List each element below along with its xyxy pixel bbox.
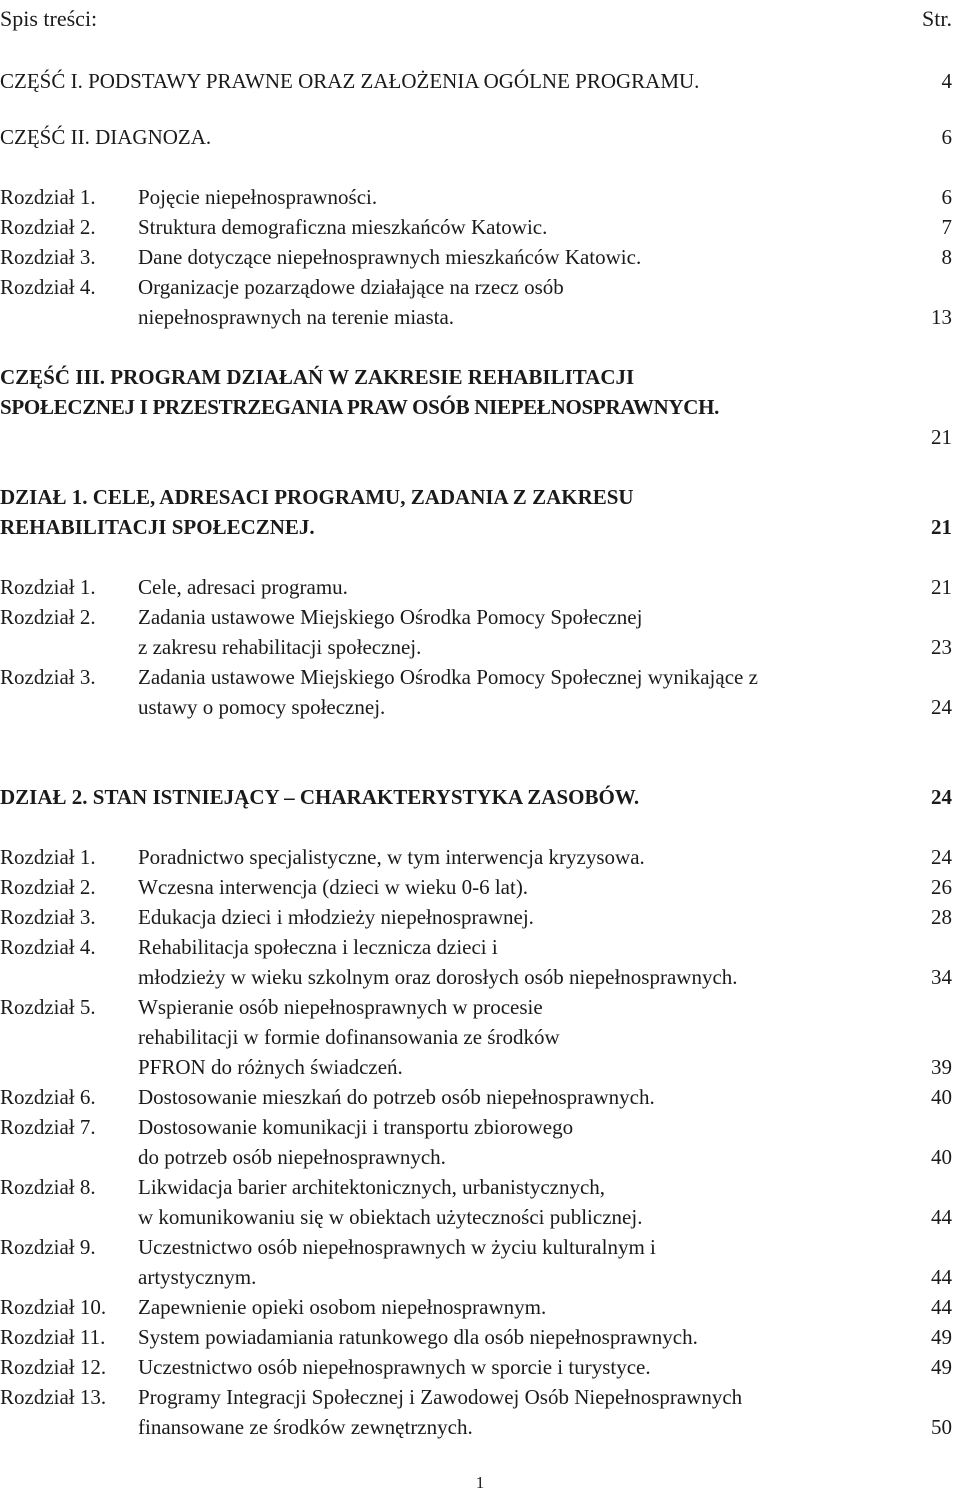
toc-line	[0, 1292, 952, 1322]
toc-page-number: 21	[931, 425, 952, 449]
toc-line	[0, 962, 952, 992]
toc-line	[0, 842, 952, 872]
toc-label: DZIAŁ 2. STAN ISTNIEJĄCY – CHARAKTERYSTYKA ZASOBÓW.	[0, 785, 640, 809]
toc-label: Rozdział 9.	[0, 1235, 96, 1259]
toc-line	[0, 662, 952, 692]
toc-line	[0, 182, 952, 212]
toc-page-number: 28	[931, 905, 952, 929]
toc-label: CZĘŚĆ II. DIAGNOZA.	[0, 125, 212, 149]
toc-line	[0, 782, 952, 812]
toc-line	[0, 872, 952, 902]
toc-label: Rozdział 1.	[0, 845, 96, 869]
toc-page-number: 44	[931, 1205, 952, 1229]
toc-label: Rozdział 4.	[0, 275, 96, 299]
toc-line	[0, 1412, 952, 1442]
toc-page-number: Str.	[922, 6, 952, 31]
toc-line	[0, 572, 952, 602]
toc-line	[0, 1142, 952, 1172]
toc-line	[0, 992, 952, 1022]
toc-page-number: 49	[931, 1325, 952, 1349]
toc-label: Rozdział 11.	[0, 1325, 106, 1349]
toc-page-number: 6	[941, 125, 952, 149]
toc-title: Pojęcie niepełnosprawności.	[138, 185, 378, 209]
toc-line	[0, 632, 952, 662]
toc-title: niepełnosprawnych na terenie miasta.	[138, 305, 455, 329]
toc-title: w komunikowaniu się w obiektach użyteczności publicznej.	[138, 1205, 643, 1229]
toc-line	[0, 1322, 952, 1352]
toc-line	[0, 1082, 952, 1112]
toc-page-number: 34	[931, 965, 952, 989]
toc-page-number: 44	[931, 1265, 952, 1289]
toc-line	[0, 1232, 952, 1262]
toc-page-number: 6	[941, 185, 952, 209]
toc-label: Rozdział 4.	[0, 935, 96, 959]
toc-label: Rozdział 3.	[0, 245, 96, 269]
toc-title: Dostosowanie komunikacji i transportu zbiorowego	[138, 1115, 574, 1139]
toc-page-number: 39	[931, 1055, 952, 1079]
toc-page-number: 44	[931, 1295, 952, 1319]
toc-label: Rozdział 12.	[0, 1355, 107, 1379]
toc-line	[0, 212, 952, 242]
toc-label: Rozdział 3.	[0, 905, 96, 929]
toc-line	[0, 902, 952, 932]
toc-label: Rozdział 5.	[0, 995, 96, 1019]
toc-line	[0, 1382, 952, 1412]
toc-line	[0, 122, 952, 152]
toc-label: Rozdział 2.	[0, 215, 96, 239]
toc-title: Zadania ustawowe Miejskiego Ośrodka Pomocy Społecznej	[138, 605, 643, 629]
toc-line	[0, 4, 952, 34]
toc-line	[0, 1022, 952, 1052]
toc-title: Uczestnictwo osób niepełnosprawnych w życiu kulturalnym i	[138, 1235, 656, 1259]
toc-page-number: 24	[931, 695, 952, 719]
toc-title: Likwidacja barier architektonicznych, urbanistycznych,	[138, 1175, 606, 1199]
toc-page-number: 26	[931, 875, 952, 899]
toc-label: Rozdział 10.	[0, 1295, 107, 1319]
toc-page-number: 49	[931, 1355, 952, 1379]
toc-title: artystycznym.	[138, 1265, 257, 1289]
toc-page-number: 21	[931, 515, 952, 539]
toc-title: Edukacja dzieci i młodzieży niepełnosprawnej.	[138, 905, 534, 929]
toc-page-number: 8	[941, 245, 952, 269]
toc-line	[0, 1112, 952, 1142]
toc-title: Rehabilitacja społeczna i lecznicza dzieci i	[138, 935, 498, 959]
page-number: 1	[475, 1473, 485, 1492]
toc-line	[0, 512, 952, 542]
toc-title: Cele, adresaci programu.	[138, 575, 348, 599]
toc-page-number: 40	[931, 1145, 952, 1169]
toc-line	[0, 482, 952, 512]
toc-title: Zapewnienie opieki osobom niepełnosprawnym.	[138, 1295, 547, 1319]
toc-line	[0, 932, 952, 962]
toc-label: Rozdział 1.	[0, 575, 96, 599]
toc-label: Rozdział 2.	[0, 875, 96, 899]
toc-label: Rozdział 13.	[0, 1385, 107, 1409]
toc-title: Poradnictwo specjalistyczne, w tym interwencja kryzysowa.	[138, 845, 645, 869]
toc-title: Dane dotyczące niepełnosprawnych mieszkańców Katowic.	[138, 245, 642, 269]
toc-title: finansowane ze środków zewnętrznych.	[138, 1415, 473, 1439]
toc-label: Rozdział 8.	[0, 1175, 96, 1199]
toc-page-number: 40	[931, 1085, 952, 1109]
toc-label: Rozdział 1.	[0, 185, 96, 209]
toc-label: Rozdział 7.	[0, 1115, 96, 1139]
toc-label: CZĘŚĆ III. PROGRAM DZIAŁAŃ W ZAKRESIE REHABILITACJI	[0, 365, 635, 389]
toc-line	[0, 1262, 952, 1292]
toc-page-number: 24	[931, 785, 952, 809]
toc-page-number: 50	[931, 1415, 952, 1439]
toc-label: CZĘŚĆ I. PODSTAWY PRAWNE ORAZ ZAŁOŻENIA OGÓLNE PROGRAMU.	[0, 69, 700, 93]
toc-title: młodzieży w wieku szkolnym oraz dorosłych osób niepełnosprawnych.	[138, 965, 738, 989]
toc-label: REHABILITACJI SPOŁECZNEJ.	[0, 515, 315, 539]
toc-line	[0, 1172, 952, 1202]
toc-page-number: 21	[931, 575, 952, 599]
toc-line	[0, 1052, 952, 1082]
toc-title: ustawy o pomocy społecznej.	[138, 695, 386, 719]
toc-label: Rozdział 6.	[0, 1085, 96, 1109]
toc-label: SPOŁECZNEJ I PRZESTRZEGANIA PRAW OSÓB NIEPEŁNOSPRAWNYCH.	[0, 395, 720, 419]
toc-title: z zakresu rehabilitacji społecznej.	[138, 635, 422, 659]
toc-title: Wczesna interwencja (dzieci w wieku 0-6 lat).	[138, 875, 529, 899]
toc-title: Struktura demograficzna mieszkańców Katowic.	[138, 215, 548, 239]
toc-title: rehabilitacji w formie dofinansowania ze środków	[138, 1025, 560, 1049]
toc-page-number: 4	[941, 69, 952, 93]
toc-line	[0, 602, 952, 632]
toc-line	[0, 66, 952, 96]
toc-title: Wspieranie osób niepełnosprawnych w procesie	[138, 995, 543, 1019]
toc-line	[0, 272, 952, 302]
toc-line	[0, 1202, 952, 1232]
toc-label: DZIAŁ 1. CELE, ADRESACI PROGRAMU, ZADANIA Z ZAKRESU	[0, 485, 634, 509]
toc-line	[0, 362, 952, 392]
toc-title: Programy Integracji Społecznej i Zawodowej Osób Niepełnosprawnych	[138, 1385, 743, 1409]
toc-page-number: 7	[941, 215, 952, 239]
toc-title: Uczestnictwo osób niepełnosprawnych w sporcie i turystyce.	[138, 1355, 651, 1379]
toc-line	[0, 422, 952, 452]
toc-title: Dostosowanie mieszkań do potrzeb osób niepełnosprawnych.	[138, 1085, 655, 1109]
toc-page-number: 24	[931, 845, 952, 869]
toc-line	[0, 242, 952, 272]
toc-title: Zadania ustawowe Miejskiego Ośrodka Pomocy Społecznej wynikające z	[138, 665, 758, 689]
toc-title: Organizacje pozarządowe działające na rzecz osób	[138, 275, 564, 299]
toc-page-number: 23	[931, 635, 952, 659]
toc-line	[0, 1352, 952, 1382]
toc-line	[0, 392, 952, 422]
toc-label: Spis treści:	[0, 6, 98, 31]
toc-line	[0, 692, 952, 722]
toc-title: PFRON do różnych świadczeń.	[138, 1055, 403, 1079]
toc-title: System powiadamiania ratunkowego dla osób niepełnosprawnych.	[138, 1325, 698, 1349]
toc-title: do potrzeb osób niepełnosprawnych.	[138, 1145, 446, 1169]
toc-line	[0, 302, 952, 332]
toc-label: Rozdział 2.	[0, 605, 96, 629]
toc-label: Rozdział 3.	[0, 665, 96, 689]
toc-page-number: 13	[931, 305, 952, 329]
